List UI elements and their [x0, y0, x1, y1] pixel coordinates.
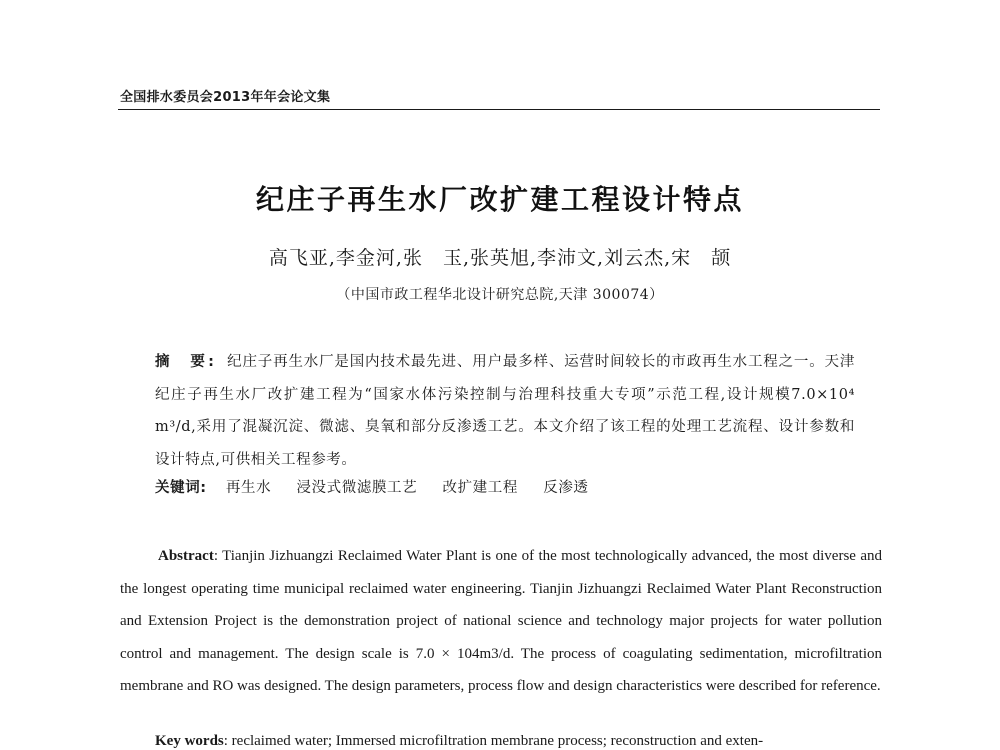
english-abstract [120, 540, 882, 703]
chinese-keywords [155, 476, 855, 497]
keyword: 改扩建工程 [442, 480, 518, 496]
keyword: 浸没式微滤膜工艺 [296, 480, 418, 496]
english-abstract-label: Abstract [158, 548, 214, 564]
english-keywords [155, 733, 882, 750]
chinese-keywords-label: 关键词: [155, 480, 207, 496]
english-abstract-text: : Tianjin Jizhuangzi Reclaimed Water Plant is one of the most technologically advanced, the most diverse and the longest operating time municipal reclaimed water engineering. Tianjin Jizhuangzi Reclaimed Water Plant Reconstruction and Extension Project is the demonstration project of national science and technology major projects for water pollution control and management. The design scale is 7.0 × 104m3/d. The process of coagulating sedimentation, microfiltration membrane and RO was designed. The design parameters, process flow and design characteristics were described for reference. [120, 548, 882, 694]
affiliation: （中国市政工程华北设计研究总院,天津 300074） [336, 287, 664, 303]
keyword: 反渗透 [543, 480, 589, 496]
chinese-abstract-text: 纪庄子再生水厂是国内技术最先进、用户最多样、运营时间较长的市政再生水工程之一。天津纪庄子再生水厂改扩建工程为“国家水体污染控制与治理科技重大专项”示范工程,设计规模7.0×10⁴ m³/d,采用了混凝沉淀、微滤、臭氧和部分反渗透工艺。本文介绍了该工程的处理工艺流程、设计参数和设计特点,可供相关工程参考。 [155, 354, 855, 468]
author-list: 高飞亚,李金河,张 玉,张英旭,李沛文,刘云杰,宋 颉 [268, 247, 732, 269]
chinese-abstract-label: 摘 要: [155, 354, 217, 370]
header-rule [118, 109, 880, 110]
english-keywords-label: Key words [155, 733, 224, 749]
english-keywords-text: : reclaimed water; Immersed microfiltration membrane process; reconstruction and exten- [223, 733, 764, 749]
paper-title: 纪庄子再生水厂改扩建工程设计特点 [255, 183, 744, 216]
running-head: 全国排水委员会2013年年会论文集 [120, 90, 331, 105]
keyword: 再生水 [225, 480, 272, 496]
chinese-abstract [155, 346, 855, 476]
